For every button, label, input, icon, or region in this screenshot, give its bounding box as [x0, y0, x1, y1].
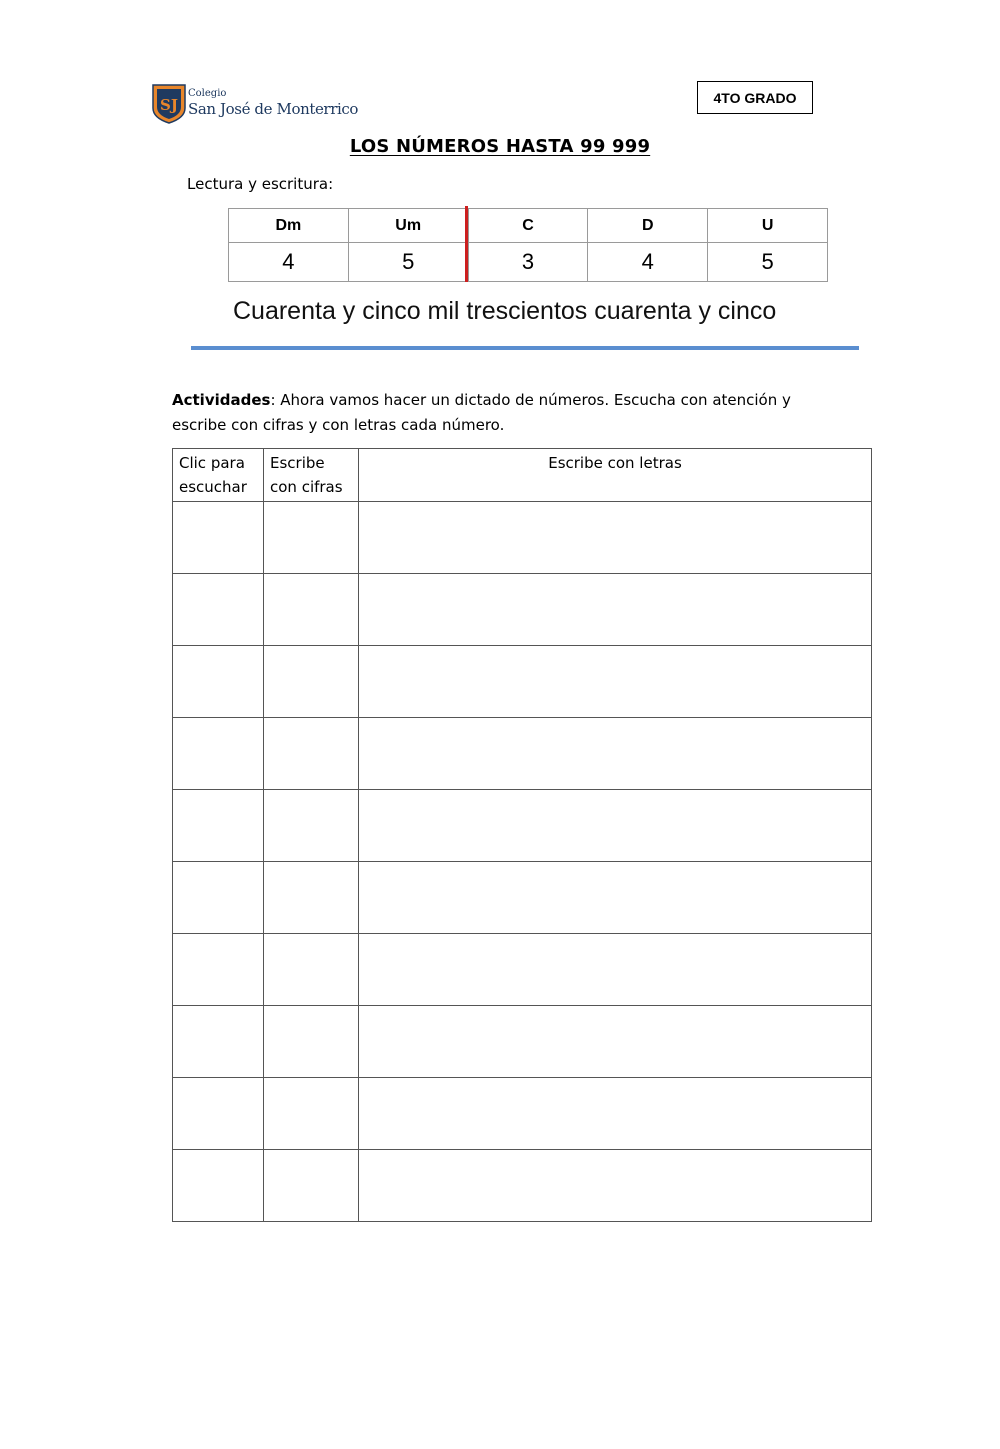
activity-text: : Ahora vamos hacer un dictado de números. Escucha con atención y escribe con cifras y con letras cada número.: [172, 391, 791, 434]
digits-cell[interactable]: [264, 934, 359, 1006]
pv-value: 3: [468, 243, 588, 282]
table-row: [173, 790, 872, 862]
pv-value: 4: [229, 243, 349, 282]
listen-cell[interactable]: [173, 1150, 264, 1222]
listen-cell[interactable]: [173, 502, 264, 574]
number-reading: Cuarenta y cinco mil trescientos cuarenta y cinco: [233, 297, 777, 325]
words-cell[interactable]: [359, 862, 872, 934]
col-header-words: Escribe con letras: [359, 449, 872, 502]
words-cell[interactable]: [359, 1006, 872, 1078]
listen-cell[interactable]: [173, 646, 264, 718]
activity-label: Actividades: [172, 391, 271, 409]
logo-initials: SJ: [160, 96, 178, 114]
digits-cell[interactable]: [264, 502, 359, 574]
listen-cell[interactable]: [173, 934, 264, 1006]
listen-cell[interactable]: [173, 1078, 264, 1150]
school-logo: [152, 84, 359, 126]
digits-cell[interactable]: [264, 1078, 359, 1150]
table-row: [173, 1150, 872, 1222]
words-cell[interactable]: [359, 1078, 872, 1150]
table-row: [173, 862, 872, 934]
listen-cell[interactable]: [173, 1006, 264, 1078]
words-cell[interactable]: [359, 934, 872, 1006]
pv-header: Um: [348, 209, 468, 243]
words-cell[interactable]: [359, 574, 872, 646]
words-cell[interactable]: [359, 646, 872, 718]
pv-header: U: [708, 209, 828, 243]
shield-icon: [152, 84, 186, 124]
subtitle: Lectura y escritura:: [187, 175, 334, 193]
thousands-divider: [465, 206, 468, 282]
dictation-table: [172, 448, 872, 1222]
logo-name: San José de Monterrico: [188, 100, 359, 118]
digits-cell[interactable]: [264, 790, 359, 862]
listen-cell[interactable]: [173, 862, 264, 934]
logo-small-text: Colegio: [188, 88, 227, 99]
col-header-digits: Escribe con cifras: [264, 449, 359, 502]
table-row: [173, 1006, 872, 1078]
digits-cell[interactable]: [264, 646, 359, 718]
words-cell[interactable]: [359, 718, 872, 790]
pv-value: 4: [588, 243, 708, 282]
digits-cell[interactable]: [264, 1006, 359, 1078]
digits-cell[interactable]: [264, 1150, 359, 1222]
words-cell[interactable]: [359, 1150, 872, 1222]
words-cell[interactable]: [359, 790, 872, 862]
pv-header: D: [588, 209, 708, 243]
digits-cell[interactable]: [264, 718, 359, 790]
words-cell[interactable]: [359, 502, 872, 574]
table-row: [173, 502, 872, 574]
table-row: [173, 934, 872, 1006]
digits-cell[interactable]: [264, 862, 359, 934]
pv-header: Dm: [229, 209, 349, 243]
listen-cell[interactable]: [173, 574, 264, 646]
col-header-listen: Clic para escuchar: [173, 449, 264, 502]
table-row: [173, 1078, 872, 1150]
grade-box: 4TO GRADO: [697, 81, 813, 114]
listen-cell[interactable]: [173, 790, 264, 862]
activity-instructions: [172, 388, 832, 438]
digits-cell[interactable]: [264, 574, 359, 646]
pv-value: 5: [708, 243, 828, 282]
table-row: [173, 646, 872, 718]
page-title: LOS NÚMEROS HASTA 99 999: [349, 136, 651, 157]
place-value-table: [228, 208, 828, 282]
table-row: [173, 574, 872, 646]
pv-value: 5: [348, 243, 468, 282]
listen-cell[interactable]: [173, 718, 264, 790]
pv-header: C: [468, 209, 588, 243]
table-row: [173, 718, 872, 790]
blue-rule: [191, 346, 859, 350]
